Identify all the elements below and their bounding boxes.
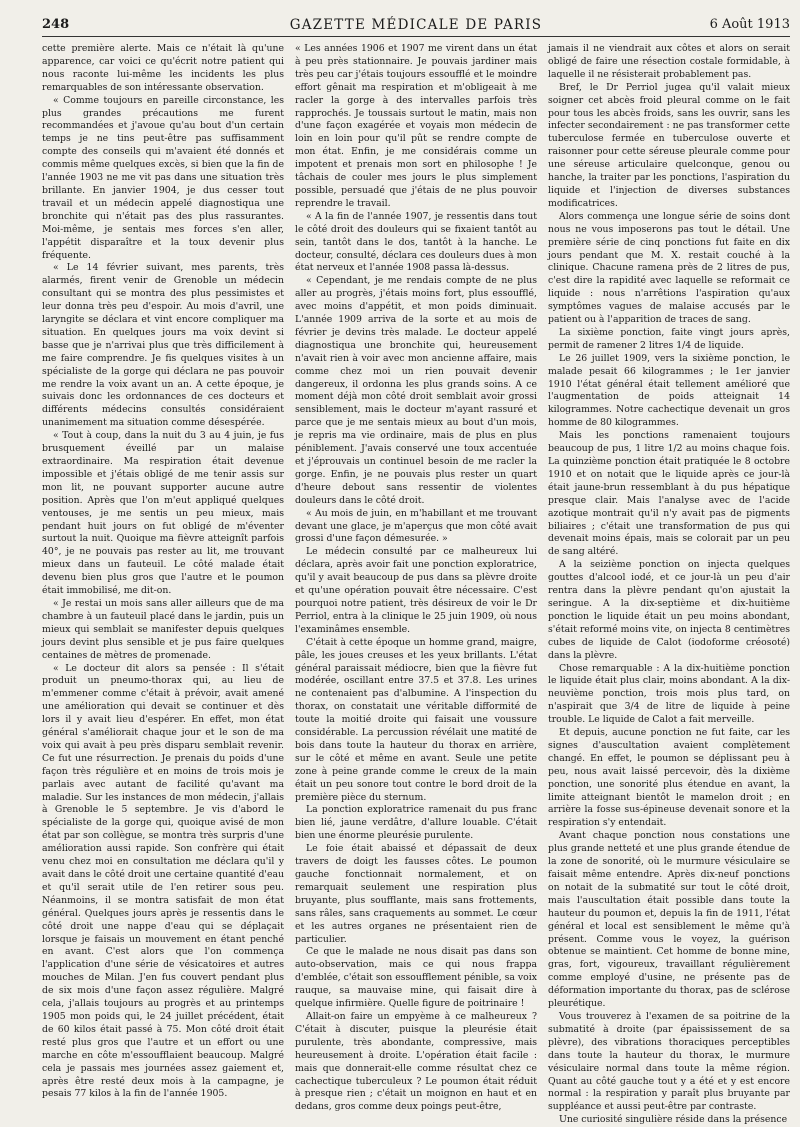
paragraph: Bref, le Dr Perriol jugea qu'il valait mieux soigner cet abcès froid pleural comme on le fait pour tous les abcès froids, sans les ouvrir, sans les infecter secondairement : ne pas transformer cette tuberculose fermée en tuberculose ouverte et raisonner pour cette séreuse pleurale comme pour une séreuse articulaire quelconque, genou ou hanche, la traiter par les ponctions, l'aspiration du liquide et l'injection de diverses substances modificatrices. <box>548 81 790 209</box>
paragraph: C'était à cette époque un homme grand, maigre, pâle, les joues creuses et les yeux brillants. L'état général paraissait médiocre, bien que la fièvre fut modérée, oscillant entre 37.5 et 37.8. Les urines ne contenaient pas d'albumine. A l'inspection du thorax, on constatait une véritable difformité de toute la moitié droite qui faisait une voussure considérable. La percussion révélait une matité de bois dans toute la hauteur du thorax en arrière, sur le côté et même en avant. Seule une petite zone à peine grande comme le creux de la main était un peu sonore tout contre le bord droit de la première pièce du sternum. <box>295 636 537 803</box>
journal-title: GAZETTE MÉDICALE DE PARIS <box>289 17 543 33</box>
paragraph: « Le docteur dit alors sa pensée : Il s'était produit un pneumo-thorax qui, au lieu de m'emmener comme c'était à prévoir, avait amené une amélioration qui devait se continuer et dès lors il y avait lieu d'espérer. En effet, mon état général s'améliorait chaque jour et le son de ma voix qui avait à peu près disparu semblait revenir. Ce fut une résurrection. Je prenais du poids d'une façon très régulière et en moins de trois mois je parlais avec autant de facilité qu'avant ma maladie. Sur les instances de mon médecin, j'allais à Grenoble le 5 septembre. Je vis d'abord le spécialiste de la gorge qui, quoique avisé de mon état par son collègue, se montra très surpris d'une amélioration aussi rapide. Son confrère qui était venu chez moi en consultation me déclara qu'il y avait dans le côté droit une certaine quantité d'eau et qu'il serait utile de l'en retirer sous peu. Néanmoins, il se montra satisfait de mon état général. Quelques jours après je ressentis dans le côté droit une nappe d'eau qui se déplaçait lorsque je faisais un mouvement en étant penché en avant. C'est alors que l'on commença l'application d'une série de vésicatoires et autres mouches de Milan. J'en fus couvert pendant plus de six mois d'une façon assez régulière. Malgré cela, j'allais toujours au progrès et au printemps 1905 mon poids qui, le 24 juillet précédent, était de 60 kilos était passé à 75. Mon côté droit était resté plus gros que l'autre et un effort ou une marche en côte m'essoufflaient beaucoup. Malgré cela je passais mes journées assez gaiement et, après être resté deux mois à la campagne, je pesais 77 kilos à la fin de l'année 1905. <box>42 662 284 1100</box>
paragraph: Le médecin consulté par ce malheureux lui déclara, après avoir fait une ponction exploratrice, qu'il y avait beaucoup de pus dans sa plèvre droite et qu'une opération pouvait être nécessaire. C'est pourquoi notre patient, très désireux de voir le Dr Perriol, entra à la clinique le 25 juin 1909, où nous l'examinâmes ensemble. <box>295 546 537 635</box>
paragraph: « Cependant, je me rendais compte de ne plus aller au progrès, j'étais moins fort, plus essoufflé, avec moins d'appétit, et mon poids diminuait. L'année 1909 arriva de la sorte et au mois de février je devins très malade. Le docteur appelé diagnostiqua une bronchite qui, heureusement n'avait rien à voir avec mon ancienne affaire, mais comme chez moi un rien pouvait devenir dangereux, il ordonna les plus grands soins. A ce moment déjà mon côté droit semblait avoir grossi sensiblement, mais le docteur m'ayant rassuré et parce que je me sentais mieux au bout d'un mois, je repris ma vie ordinaire, mais de plus en plus péniblement. J'avais conservé une toux accentuée et j'éprouvais un continuel besoin de me racler la gorge. Enfin, je ne pouvais plus rester un quart d'heure debout sans ressentir de violentes douleurs dans le côté droit. <box>295 275 537 506</box>
paragraph: Avant chaque ponction nous constations une plus grande netteté et une plus grande étendue de la zone de sonorité, où le murmure vésiculaire se faisait même entendre. Après dix-neuf ponctions on notait de la submatité sur tout le côté droit, mais l'auscultation était possible dans toute la hauteur du poumon et, depuis la fin de 1911, l'état général et local est sensiblement le même qu'à présent. Comme vous le voyez, la guérison obtenue se maintient. Cet homme de bonne mine, gras, fort, vigoureux, travaillant régulièrement comme employé d'usine, ne présente pas de déformation importante du thorax, pas de sclérose pleurétique. <box>548 830 790 1010</box>
paragraph: Allait-on faire un empyème à ce malheureux ? C'était à discuter, puisque la pleurésie était purulente, très abondante, compressive, mais heureusement à droite. L'opération était facile : mais que donnerait-elle comme résultat chez ce cachectique tuberculeux ? Le poumon était réduit à presque rien ; c'était un moignon en haut et en dedans, gros comme deux poings peut-être, <box>295 1010 537 1113</box>
paragraph: Mais les ponctions ramenaient toujours beaucoup de pus, 1 litre 1/2 au moins chaque fois. La quinzième ponction était pratiquée le 8 octobre 1910 et on notait que le liquide après ce jour-là était jaune-brun ressemblant à du pus hépatique presque clair. Mais l'analyse avec de l'acide azotique montrait qu'il n'y avait pas de pigments biliaires ; c'était une transformation de pus qui devenait moins épais, mais se colorait par un peu de sang altéré. <box>548 430 790 558</box>
column-left <box>42 43 284 1111</box>
paragraph: Le 26 juillet 1909, vers la sixième ponction, le malade pesait 66 kilogrammes ; le 1er janvier 1910 l'état général était tellement amélioré que l'augmentation de poids atteignait 14 kilogrammes. Notre cachectique devenait un gros homme de 80 kilogrammes. <box>548 352 790 429</box>
paragraph: « Le 14 février suivant, mes parents, très alarmés, firent venir de Grenoble un médecin consultant qui se montra des plus pessimistes et leur donna très peu d'espoir. Au mois d'avril, une laryngite se déclara et vint encore compliquer ma situation. En quelques jours ma voix devint si basse que je n'arrivai plus que très difficilement à me faire comprendre. Je fis quelques visites à un spécialiste de la gorge qui déclara ne pas pouvoir me rendre la voix avant un an. A cette époque, je suivais donc les ordonnances de ces docteurs et différents médecins consultés considéraient unanimement ma situation comme désespérée. <box>42 262 284 429</box>
paragraph: « A la fin de l'année 1907, je ressentis dans tout le côté droit des douleurs qui se fixaient tantôt au sein, tantôt dans le dos, tantôt à la hanche. Le docteur, consulté, déclara ces douleurs dues à mon état nerveux et l'année 1908 passa là-dessus. <box>295 210 537 274</box>
paragraph: Le foie était abaissé et dépassait de deux travers de doigt les fausses côtes. Le poumon gauche fonctionnait normalement, et on remarquait seulement une respiration plus bruyante, plus soufflante, mais sans frottements, sans râles, sans craquements au sommet. Le cœur et les autres organes ne présentaient rien de particulier. <box>295 843 537 945</box>
page-number: 248 <box>42 17 70 32</box>
paragraph: Vous trouverez à l'examen de sa poitrine de la submatité à droite (par épaississement de sa plèvre), des vibrations thoraciques perceptibles dans toute la hauteur du thorax, le murmure vésiculaire normal dans toute la même région. Quant au côté gauche tout y a été et y est encore normal : la respiration y paraît plus bruyante par suppléance et aussi peut-être par contraste. <box>548 1010 790 1113</box>
running-header <box>42 14 790 37</box>
paragraph: « Comme toujours en pareille circonstance, les plus grandes précautions me furent recommandées et j'avoue qu'au bout d'un certain temps je ne tins peut-être pas suffisamment compte des conseils qui m'avaient été donnés et commis même quelques excès, si bien que la fin de l'année 1903 ne me vit pas dans une situation très brillante. En janvier 1904, je dus cesser tout travail et un médecin appelé diagnostiqua une bronchite qui n'était pas des plus rassurantes. Moi-même, je sentais mes forces s'en aller, l'appétit disparaître et la toux devenir plus fréquente. <box>42 94 284 261</box>
paragraph: « Tout à coup, dans la nuit du 3 au 4 juin, je fus brusquement éveillé par un malaise extraordinaire. Ma respiration était devenue impossible et j'étais obligé de me tenir assis sur mon lit, ne pouvant supporter aucune autre position. Après que l'on m'eut appliqué quelques ventouses, je me sentis un peu mieux, mais pendant huit jours on fut obligé de m'éventer surtout la nuit. Quoique ma fièvre atteignît parfois 40°, je ne pouvais pas rester au lit, me trouvant mieux dans un fauteuil. Le côté malade était devenu bien plus gros que l'autre et le poumon était immobilisé, me dit-on. <box>42 430 284 597</box>
paragraph: Ce que le malade ne nous disait pas dans son auto-observation, mais ce qui nous frappa d'emblée, c'était son essoufflement pénible, sa voix rauque, sa mauvaise mine, qui faisait dire à quelque infirmière. Quelle figure de poitrinaire ! <box>295 946 537 1010</box>
paragraph: A la seizième ponction on injecta quelques gouttes d'alcool iodé, et ce jour-là un peu d'air rentra dans la plèvre pendant qu'on ajustait la seringue. A la dix-septième et dix-huitième ponction le liquide était un peu moins abondant, s'était reformé moins vite, on injecta 8 centimètres cubes de liquide de Calot (iodoforme créosoté) dans la plèvre. <box>548 559 790 661</box>
paragraph: « Je restai un mois sans aller ailleurs que de ma chambre à un fauteuil placé dans le jardin, puis un mieux qui semblait se manifester depuis quelques jours devint plus sensible et je pus faire quelques centaines de mètres de promenade. <box>42 597 284 661</box>
issue-date: 6 Août 1913 <box>709 17 790 32</box>
paragraph: La ponction exploratrice ramenait du pus franc bien lié, jaune verdâtre, d'allure louable. C'était bien une énorme pleurésie purulente. <box>295 804 537 842</box>
paragraph: cette première alerte. Mais ce n'était là qu'une apparence, car voici ce qu'écrit notre patient qui nous raconte lui-même les incidents les plus remarquables de son intéressante observation. <box>42 43 284 93</box>
paragraph: Chose remarquable : A la dix-huitième ponction le liquide était plus clair, moins abondant. A la dix-neuvième ponction, trois mois plus tard, on n'aspirait que 3/4 de litre de liquide à peine trouble. Le liquide de Calot a fait merveille. <box>548 662 790 726</box>
paragraph: « Les années 1906 et 1907 me virent dans un état à peu près stationnaire. Je pouvais jardiner mais très peu car j'étais toujours essoufflé et le moindre effort gênait ma respiration et m'obligeait à me racler la gorge à des intervalles parfois très rapprochés. Je toussais surtout le matin, mais non d'une façon exagérée et voyais mon médecin de loin en loin pour qu'il pût se rendre compte de mon état. Enfin, je me considérais comme un impotent et prenais mon sort en philosophe ! Je tâchais de couler mes jours le plus simplement possible, persuadé que j'étais de ne plus pouvoir reprendre le travail. <box>295 43 537 209</box>
paragraph: « Au mois de juin, en m'habillant et me trouvant devant une glace, je m'aperçus que mon côté avait grossi d'une façon démesurée. » <box>295 507 537 545</box>
paragraph: jamais il ne viendrait aux côtes et alors on serait obligé de faire une résection costale formidable, à laquelle il ne résisterait probablement pas. <box>548 43 790 80</box>
paragraph: Une curiosité singulière réside dans la présence <box>559 1114 788 1126</box>
column-middle <box>295 43 537 1111</box>
text-columns <box>42 43 790 1126</box>
paragraph: Et depuis, aucune ponction ne fut faite, car les signes d'auscultation avaient complètement changé. En effet, le poumon se déplissant peu à peu, nous avait laissé percevoir, dès la dixième ponction, une sonorité plus étendue en avant, la limite atteignant bientôt le mamelon droit ; en arrière la fosse sus-épineuse devenait sonore et la respiration s'y entendait. <box>548 727 790 829</box>
paragraph: Alors commença une longue série de soins dont nous ne vous imposerons pas tout le détail. Une première série de cinq ponctions fut faite en dix jours pendant que M. X. restait couché à la clinique. Chacune ramena près de 2 litres de pus, c'est dire la rapidité avec laquelle se reformait ce liquide : nous n'arrêtions l'aspiration qu'aux symptômes vagues de malaise accusés par le patient ou à l'apparition de traces de sang. <box>548 210 790 326</box>
column-right <box>548 43 790 1126</box>
paragraph: La sixième ponction, faite vingt jours après, permit de ramener 2 litres 1/4 de liquide. <box>548 326 790 351</box>
